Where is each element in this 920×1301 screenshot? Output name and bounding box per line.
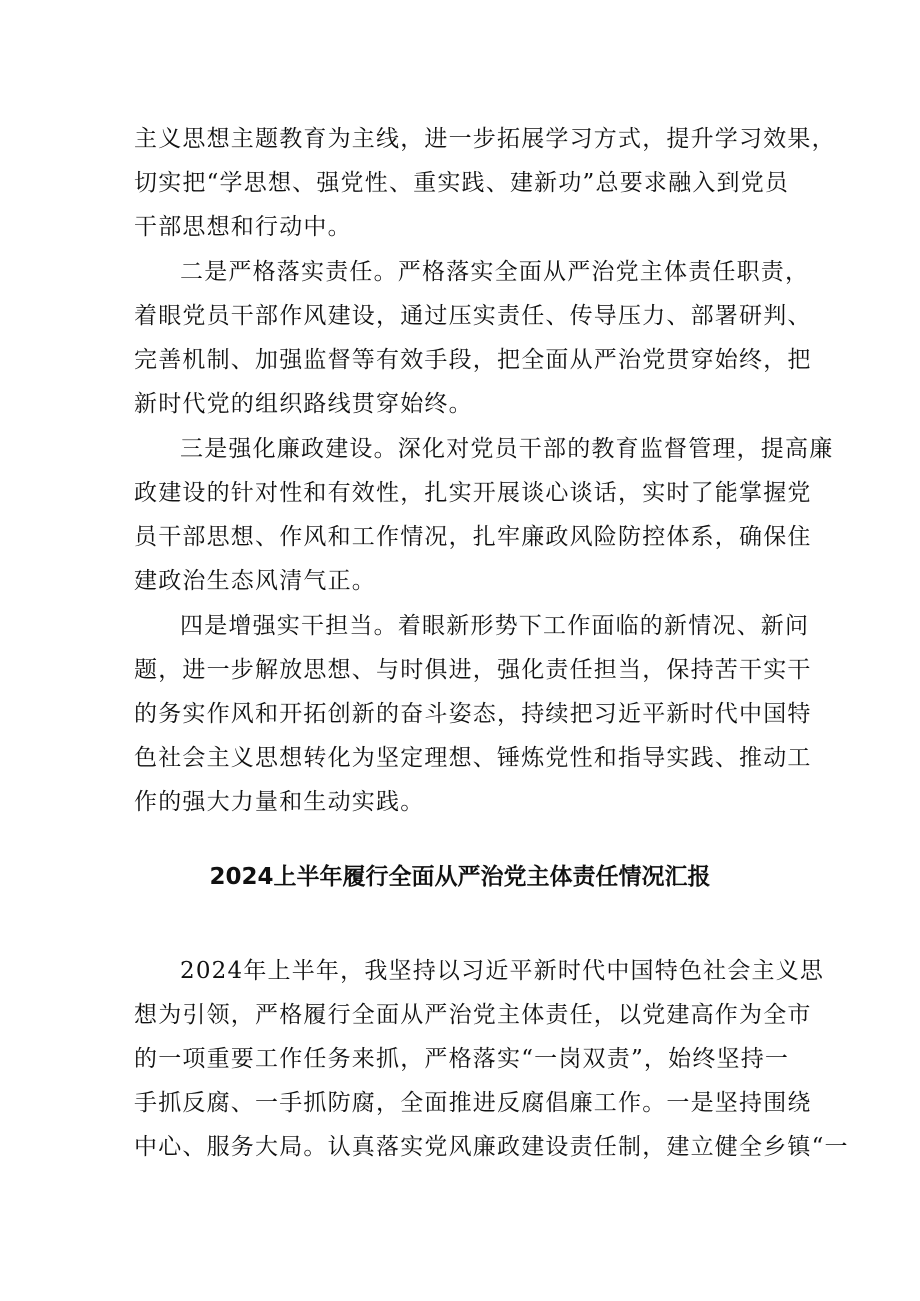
text-line: 切实把“学思想、强党性、重实践、建新功”总要求融入到党员: [134, 170, 790, 196]
text-line: 干部思想和行动中。: [134, 214, 352, 240]
text-line: 题，进一步解放思想、与时俱进，强化责任担当，保持苦干实干: [134, 657, 812, 683]
text-line: 手抓反腐、一手抓防腐，全面推进反腐倡廉工作。一是坚持围绕: [134, 1090, 812, 1116]
text-line: 政建设的针对性和有效性，扎实开展谈心谈话，实时了能掌握党: [134, 480, 812, 506]
text-line: 的务实作风和开拓创新的奋斗姿态，持续把习近平新时代中国特: [134, 701, 812, 727]
text-line: 想为引领，严格履行全面从严治党主体责任，以党建高作为全市: [134, 1002, 812, 1028]
text-line: 的一项重要工作任务来抓，严格落实“一岗双责”，始终坚持一: [134, 1046, 790, 1072]
text-line: 着眼党员干部作风建设，通过压实责任、传导压力、部署研判、: [134, 303, 812, 329]
text-line: 三是强化廉政建设。深化对党员干部的教育监督管理，提高廉: [180, 436, 834, 462]
text-line: 中心、服务大局。认真落实党风廉政建设责任制，建立健全乡镇“一: [134, 1134, 849, 1160]
text-line: 色社会主义思想转化为坚定理想、锤炼党性和指导实践、推动工: [134, 745, 812, 771]
text-line: 完善机制、加强监督等有效手段，把全面从严治党贯穿始终，把: [134, 347, 812, 373]
text-line: 主义思想主题教育为主线，进一步拓展学习方式，提升学习效果，: [134, 126, 836, 152]
text-line: 四是增强实干担当。着眼新形势下工作面临的新情况、新问: [180, 613, 810, 639]
text-line: 二是严格落实责任。严格落实全面从严治党主体责任职责，: [180, 259, 810, 285]
text-line: 建政治生态风清气正。: [134, 568, 376, 594]
text-line: 员干部思想、作风和工作情况，扎牢廉政风险防控体系，确保住: [134, 524, 812, 550]
text-line: 2024年上半年，我坚持以习近平新时代中国特色社会主义思: [180, 958, 825, 984]
text-line: 新时代党的组织路线贯穿始终。: [134, 391, 473, 417]
document-heading: 2024上半年履行全面从严治党主体责任情况汇报: [209, 864, 711, 890]
text-line: 作的强大力量和生动实践。: [134, 789, 425, 815]
